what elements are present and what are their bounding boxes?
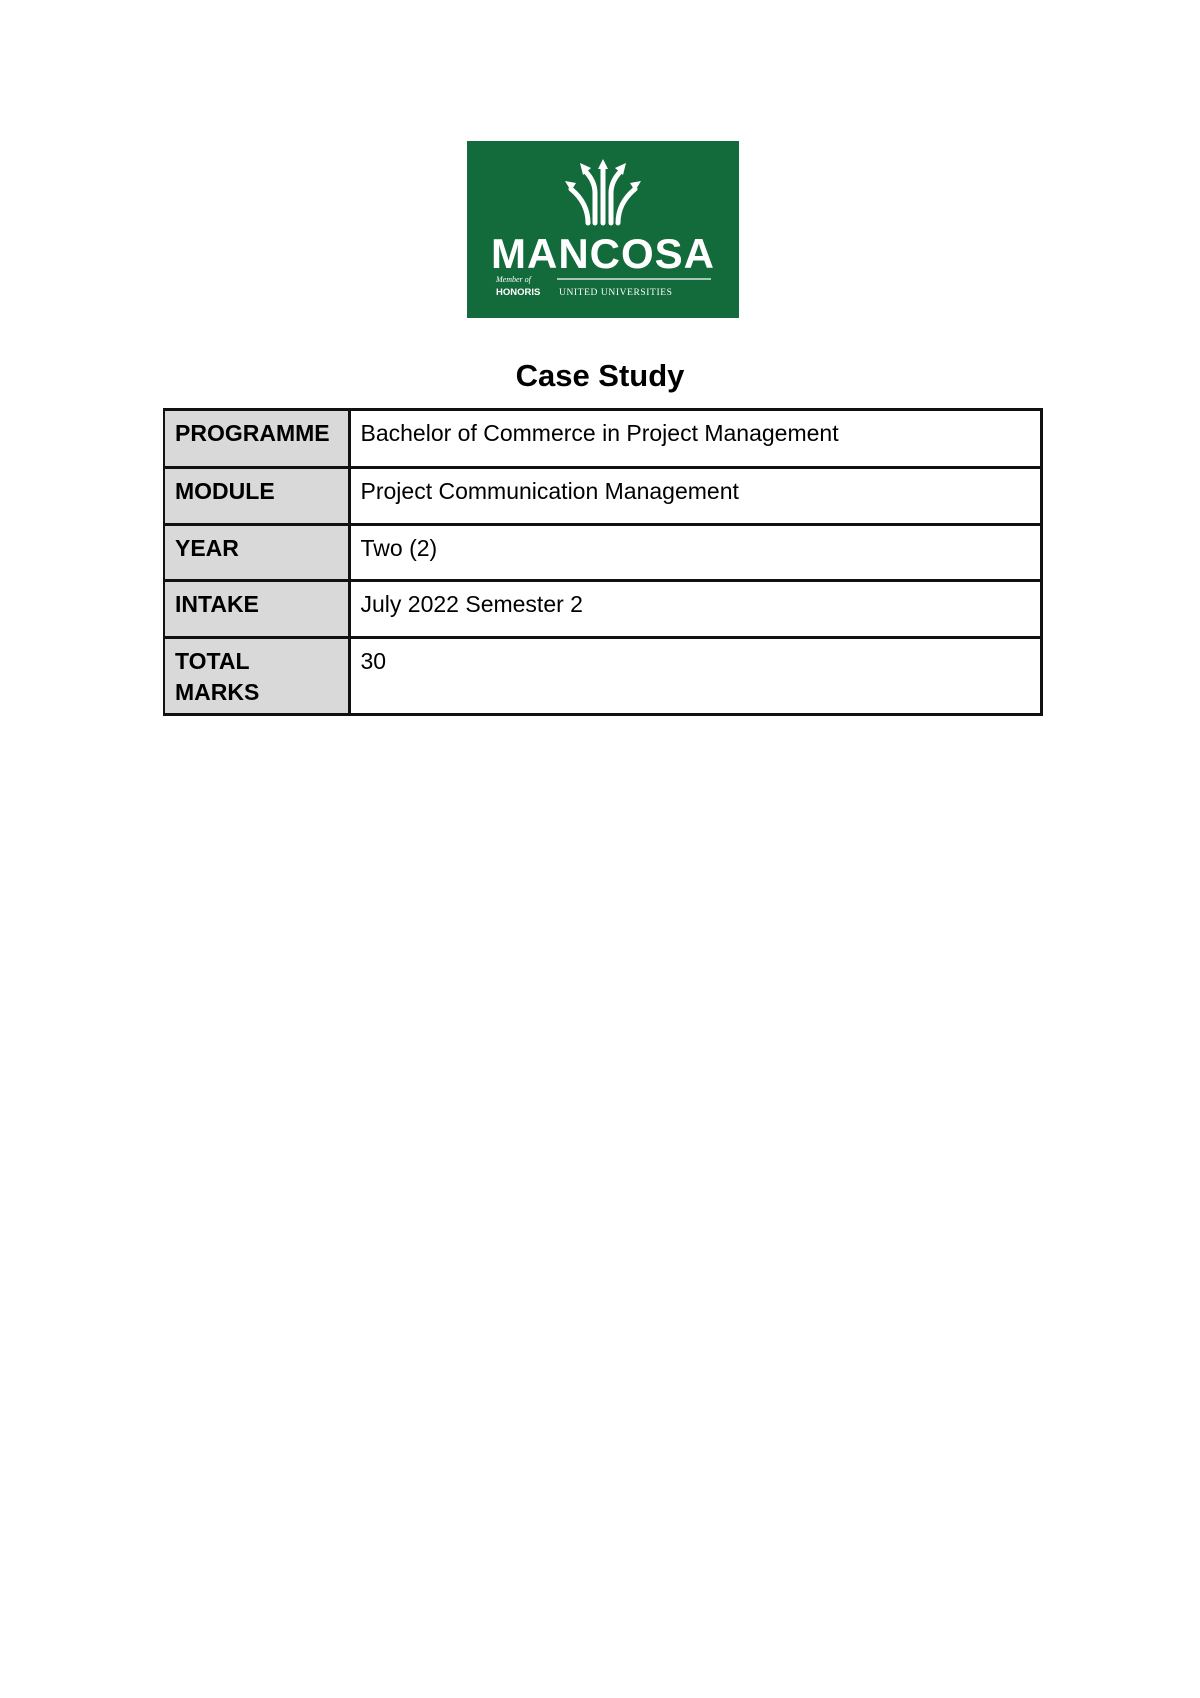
module-value: Project Communication Management — [349, 468, 1042, 525]
logo-wordmark: MANCOSA — [491, 230, 715, 277]
table-row-programme — [164, 410, 1042, 468]
module-label: MODULE — [164, 468, 349, 525]
year-label: YEAR — [164, 525, 349, 581]
mancosa-logo — [467, 141, 739, 318]
table-row-intake — [164, 581, 1042, 638]
programme-label: PROGRAMME — [164, 410, 349, 468]
intake-value: July 2022 Semester 2 — [349, 581, 1042, 638]
total-marks-label-line1: TOTAL — [175, 648, 250, 674]
logo-network-bold: HONORIS — [496, 287, 541, 298]
year-value: Two (2) — [349, 525, 1042, 581]
mancosa-logo-graphic — [467, 141, 739, 318]
total-marks-value: 30 — [349, 638, 1042, 715]
programme-value: Bachelor of Commerce in Project Management — [349, 410, 1042, 468]
tree-emblem-icon — [571, 165, 635, 223]
logo-member-of: Member of — [496, 275, 531, 284]
table-row-total-marks — [164, 638, 1042, 715]
intake-label: INTAKE — [164, 581, 349, 638]
table-row-year — [164, 525, 1042, 581]
total-marks-label — [164, 638, 349, 715]
case-study-info-table — [163, 408, 1043, 716]
page-title: Case Study — [515, 358, 685, 393]
table-row-module — [164, 468, 1042, 525]
logo-network-rest: UNITED UNIVERSITIES — [559, 288, 673, 298]
total-marks-label-line2: MARKS — [175, 679, 260, 705]
